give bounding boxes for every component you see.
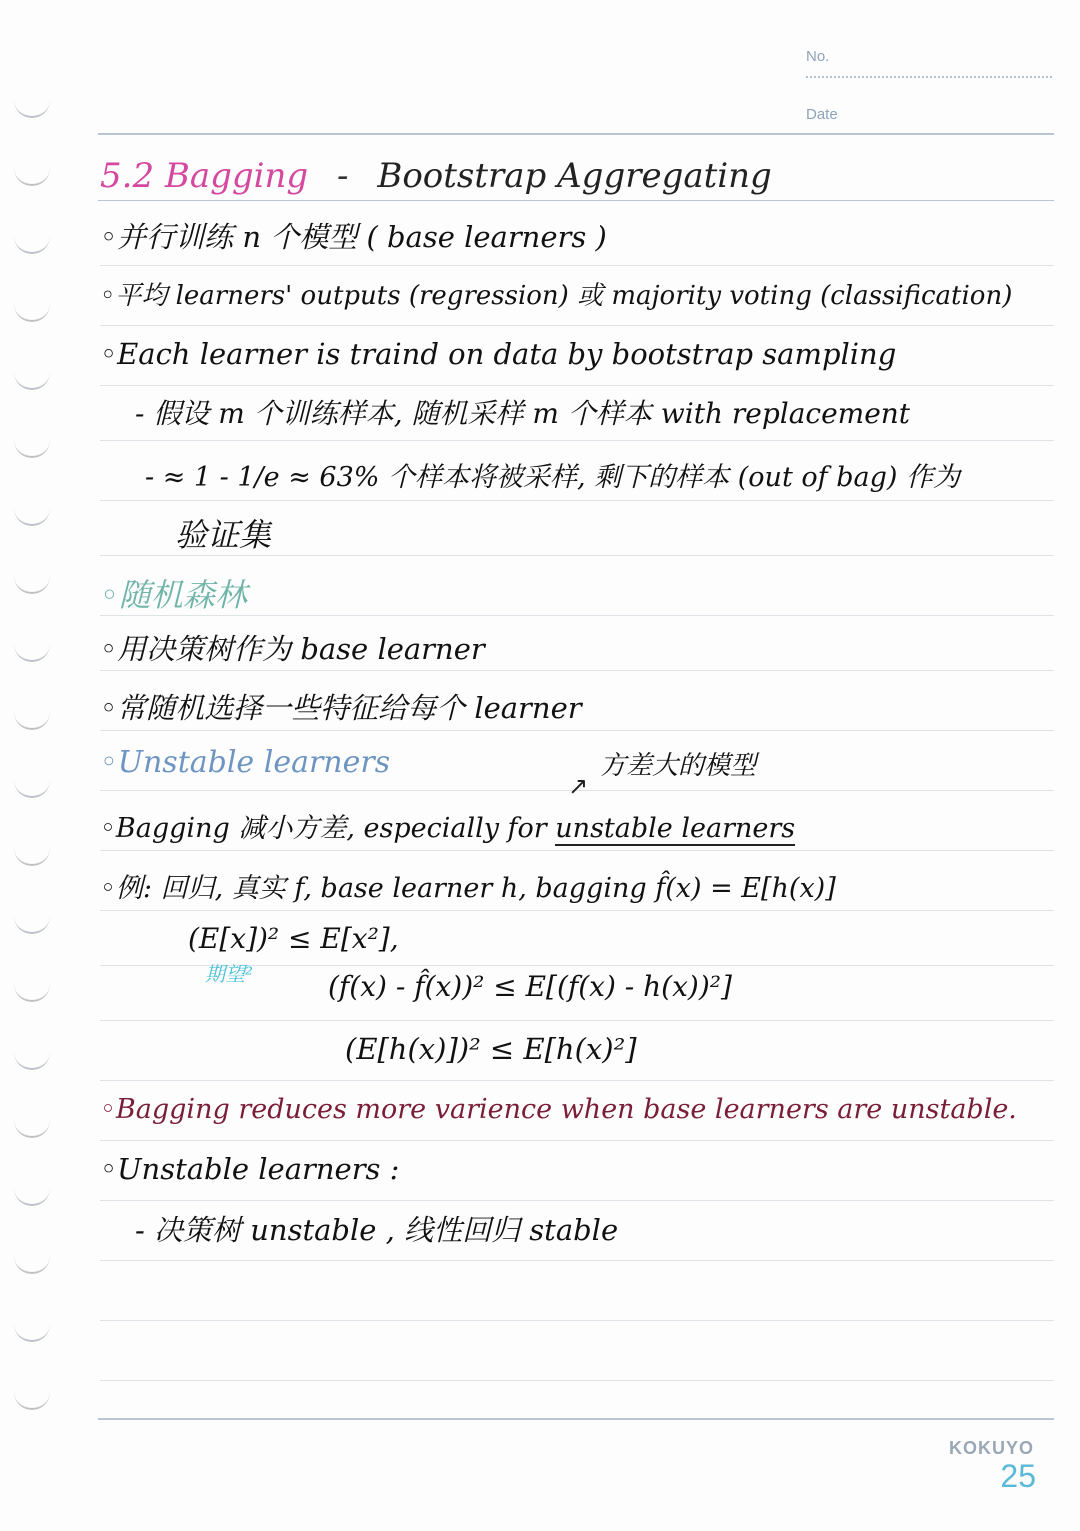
note-line-2: ◦平均 learners' outputs (regression) 或 majority voting (classification): [100, 281, 1013, 311]
ruled-line: [100, 1200, 1054, 1201]
binder-hole: [14, 1392, 50, 1410]
binder-hole: [14, 848, 50, 866]
binder-hole: [14, 440, 50, 458]
ruled-line: [100, 265, 1054, 266]
binder-hole: [14, 1120, 50, 1138]
binder-hole: [14, 984, 50, 1002]
page-number: 25: [1000, 1458, 1036, 1494]
ruled-line: [100, 670, 1054, 671]
conclusion-line: ◦Bagging reduces more varience when base learners are unstable.: [100, 1094, 1017, 1125]
title-separator: -: [337, 156, 349, 196]
ruled-line: [100, 730, 1054, 731]
no-dotted-line: [806, 76, 1052, 78]
binder-hole: [14, 1188, 50, 1206]
binder-hole: [14, 576, 50, 594]
ruled-line: [100, 850, 1054, 851]
binder-hole: [14, 1052, 50, 1070]
binder-hole: [14, 1256, 50, 1274]
ruled-line: [100, 440, 1054, 441]
header-rule: [98, 133, 1054, 135]
date-label: Date: [806, 106, 838, 123]
page-title: [100, 156, 1054, 196]
ruled-line: [100, 385, 1054, 386]
ruled-line: [100, 1380, 1054, 1381]
note-line-5: - ≈ 1 - 1/e ≈ 63% 个样本将被采样, 剩下的样本 (out of bag) 作为: [145, 462, 960, 493]
binder-hole: [14, 780, 50, 798]
ruled-line: [100, 910, 1054, 911]
annotation-arrow-icon: ↗: [568, 772, 589, 800]
ruled-line: [100, 325, 1054, 326]
note-line-6: 验证集: [175, 516, 272, 554]
random-forest-heading: ◦随机森林: [100, 576, 247, 614]
equation-2: (f(x) - f̂(x))² ≤ E[(f(x) - h(x))²]: [328, 970, 732, 1003]
random-forest-item-1: ◦用决策树作为 base learner: [100, 632, 485, 666]
unstable-list-item: - 决策树 unstable , 线性回归 stable: [135, 1213, 619, 1247]
ruled-line: [100, 1080, 1054, 1081]
example-line: ◦例: 回归, 真实 f, base learner h, bagging f̂(x) = E[h(x)]: [100, 873, 836, 904]
note-line-1: ◦并行训练 n 个模型 ( base learners ): [100, 220, 607, 254]
binder-hole: [14, 372, 50, 390]
no-label: No.: [806, 48, 830, 65]
brand-logo: KOKUYO: [948, 1438, 1034, 1458]
binder-hole: [14, 236, 50, 254]
note-line-4: - 假设 m 个训练样本, 随机采样 m 个样本 with replacement: [135, 397, 911, 430]
bagging-variance-line: [100, 806, 1054, 845]
title-subtitle: Bootstrap Aggregating: [377, 156, 772, 196]
bagging-variance-text: ◦Bagging 减小方差, especially for: [100, 813, 556, 844]
random-forest-item-2: ◦常随机选择一些特征给每个 learner: [100, 691, 582, 725]
ruled-line: [100, 1140, 1054, 1141]
title-section: 5.2 Bagging: [100, 156, 309, 196]
binder-hole: [14, 712, 50, 730]
unstable-list-heading: ◦Unstable learners :: [100, 1152, 400, 1186]
binder-hole: [14, 508, 50, 526]
binder-hole: [14, 304, 50, 322]
ruled-line: [100, 1020, 1054, 1021]
ruled-line: [100, 1320, 1054, 1321]
title-rule: [98, 200, 1054, 201]
note-line-3: ◦Each learner is traind on data by bootstrap sampling: [100, 337, 897, 371]
footer-rule: [98, 1418, 1054, 1420]
binder-hole: [14, 644, 50, 662]
ruled-line: [100, 500, 1054, 501]
equation-3: (E[h(x)])² ≤ E[h(x)²]: [345, 1032, 637, 1066]
binder-hole: [14, 168, 50, 186]
variance-annotation: 方差大的模型: [600, 751, 757, 781]
binder-hole: [14, 100, 50, 118]
ruled-line: [100, 1260, 1054, 1261]
equation-1-note: 期望²: [205, 962, 254, 986]
equation-1: (E[x])² ≤ E[x²],: [188, 922, 399, 955]
unstable-heading: ◦Unstable learners: [100, 745, 391, 780]
binder-hole: [14, 916, 50, 934]
binder-hole: [14, 1324, 50, 1342]
unstable-learners-underlined: unstable learners: [555, 813, 796, 844]
